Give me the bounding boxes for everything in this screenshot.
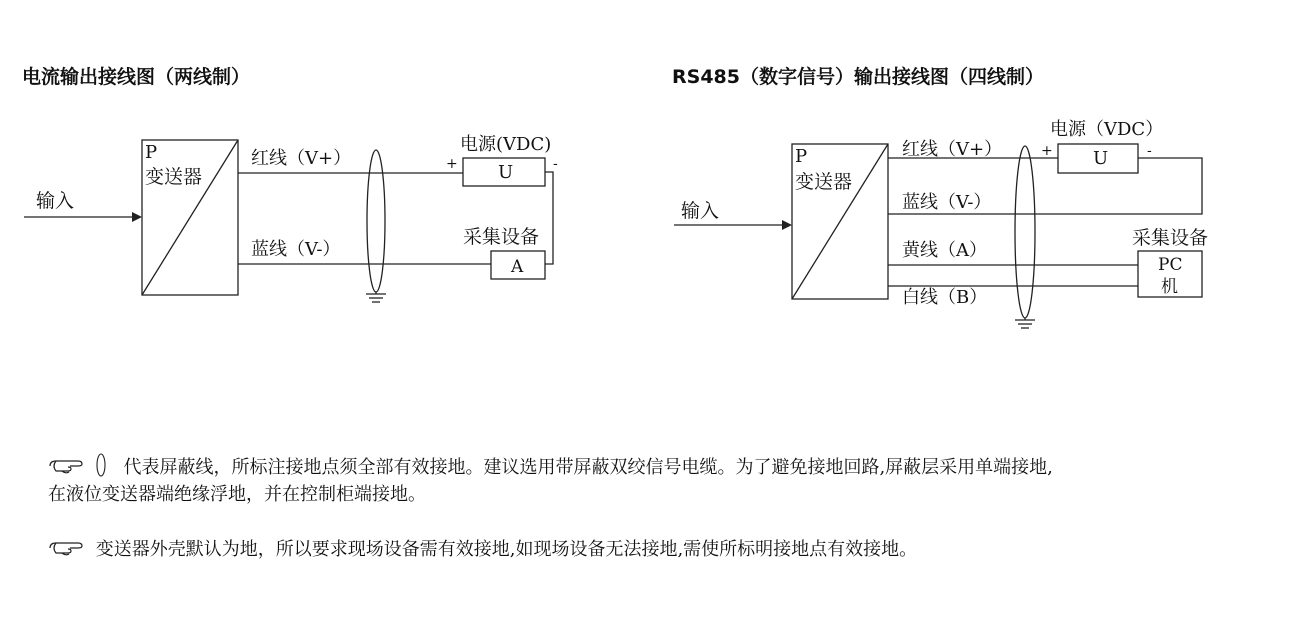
pointing-hand-icon [48, 457, 86, 475]
four-wire-wiring-diagram [645, 0, 1285, 340]
note-1-text-line1: 代表屏蔽线，所标注接地点须全部有效接地。建议选用带屏蔽双绞信号电缆。为了避免接地回路,屏蔽层采用单端接地, [123, 457, 1053, 478]
shield-ellipse [1015, 146, 1035, 318]
transmitter-p-label: P [145, 142, 158, 163]
power-label: 电源（VDC） [1050, 119, 1164, 140]
loop-wire [545, 172, 553, 264]
note-1-text-line2: 在液位变送器端绝缘浮地，并在控制柜端接地。 [48, 484, 426, 505]
minus-sign: - [553, 156, 558, 172]
blue-wire-label: 蓝线（V-） [251, 239, 341, 260]
input-arrowhead [132, 212, 142, 222]
plus-sign: + [446, 156, 458, 172]
input-arrowhead [782, 220, 792, 230]
pointing-hand-icon [48, 539, 86, 557]
minus-sign: - [1147, 143, 1152, 159]
u-box-label: U [498, 162, 514, 183]
red-wire-label: 红线（V+） [251, 148, 352, 169]
red-wire-label: 红线（V+） [902, 139, 1003, 160]
input-label: 输入 [36, 190, 75, 212]
acq-device-label: 采集设备 [1132, 227, 1209, 249]
input-label: 输入 [681, 200, 720, 222]
transmitter-p-label: P [795, 146, 808, 167]
diagram2-title: RS485（数字信号）输出接线图（四线制） [672, 66, 1044, 88]
yellow-wire-label: 黄线（A） [902, 240, 987, 261]
power-label: 电源(VDC) [460, 134, 552, 155]
white-wire-label: 白线（B） [902, 287, 988, 308]
transmitter-label: 变送器 [145, 166, 203, 188]
blue-wire-label: 蓝线（V-） [902, 192, 992, 213]
a-box-label: A [511, 257, 524, 277]
two-wire-wiring-diagram [0, 0, 640, 330]
u-box-label: U [1093, 148, 1109, 169]
plus-sign: + [1041, 143, 1053, 159]
transmitter-label: 变送器 [795, 171, 853, 193]
note-2 [48, 536, 917, 563]
diagram1-title: 电流输出接线图（两线制） [22, 66, 251, 88]
pc-label-line2: 机 [1161, 277, 1178, 297]
note-2-text: 变送器外壳默认为地，所以要求现场设备需有效接地,如现场设备无法接地,需使所标明接地点有效接地。 [95, 539, 918, 560]
acq-device-label: 采集设备 [463, 226, 540, 248]
shield-wire-icon [92, 453, 110, 477]
pc-label-line1: PC [1158, 255, 1183, 275]
note-1 [48, 453, 1053, 508]
shield-ellipse [367, 150, 385, 292]
